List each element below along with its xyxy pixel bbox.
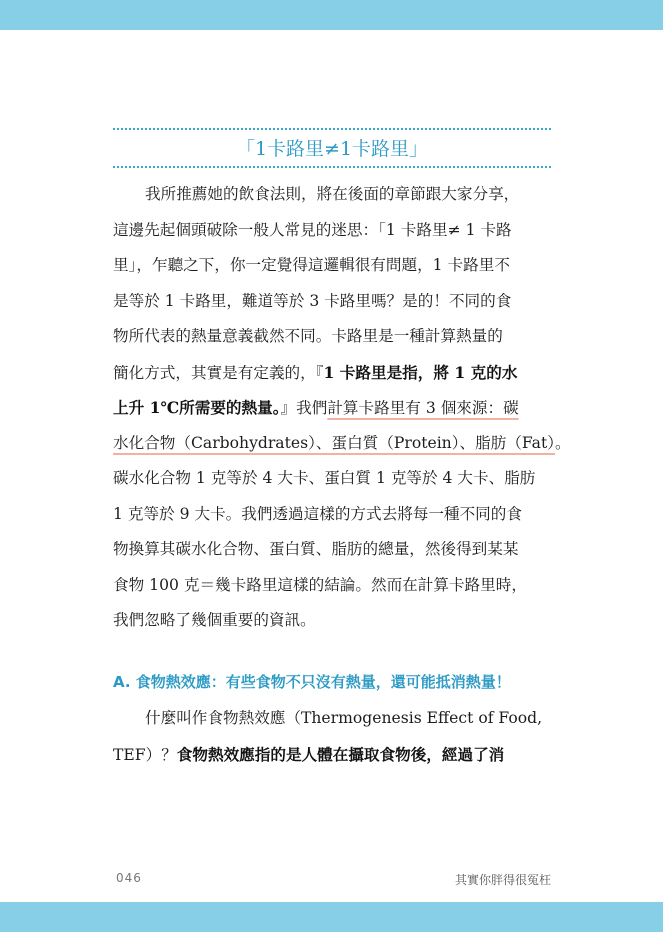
- section-title: 「1卡路里≠1卡路里」: [235, 138, 429, 160]
- text-line: 碳水化合物 1 克等於 4 大卡、蛋白質 1 克等於 4 大卡、脂肪: [113, 469, 536, 487]
- text-line: 是等於 1 卡路里，難道等於 3 卡路里嗎？是的！不同的食: [113, 291, 512, 310]
- text-line: 物換算其碳水化合物、蛋白質、脂肪的總量，然後得到某某: [113, 540, 519, 558]
- bottom-color-band: [0, 902, 663, 932]
- text-line: 簡化方式，其實是有定義的，『1 卡路里是指，將 1 克的水: [113, 362, 518, 382]
- top-color-band: [0, 0, 663, 30]
- text-line: 什麼叫作食物熱效應（Thermogenesis Effect of Food,: [145, 709, 543, 727]
- section-heading-a: A. 食物熱效應：有些食物不只沒有熱量，還可能抵消熱量！: [113, 673, 511, 691]
- definition-bold-text: 上升 1℃所需要的熱量。: [113, 398, 281, 417]
- text-line: TEF）？食物熱效應指的是人體在攝取食物後，經過了消: [113, 744, 505, 764]
- text-line: 水化合物（Carbohydrates）、蛋白質（Protein）、脂肪（Fat）。: [113, 433, 571, 452]
- definition-bold-text: 1 卡路里是指，將 1 克的水: [323, 362, 518, 382]
- page-number: 046: [116, 871, 142, 885]
- text-line: 我所推薦她的飲食法則，將在後面的章節跟大家分享，: [145, 185, 520, 203]
- body-paragraph-2: [113, 701, 551, 772]
- tef-bold-text: 食物熱效應指的是人體在攝取食物後，經過了消: [176, 744, 505, 764]
- text-line: 里」，乍聽之下，你一定覺得這邏輯很有問題，1 卡路里不: [113, 256, 510, 274]
- text-line: 這邊先起個頭破除一般人常見的迷思：「1 卡路里≠ 1 卡路: [113, 220, 512, 239]
- title-top-divider: [113, 128, 551, 130]
- text-line: 1 克等於 9 大卡。我們透過這樣的方式去將每一種不同的食: [113, 504, 522, 523]
- text-line: 上升 1℃所需要的熱量。』我們計算卡路里有 3 個來源：碳: [113, 398, 519, 417]
- text-line: 物所代表的熱量意義截然不同。卡路里是一種計算熱量的: [113, 327, 503, 345]
- text-line: 食物 100 克＝幾卡路里這樣的結論。然而在計算卡路里時，: [113, 575, 527, 594]
- book-title: 其實你胖得很冤枉: [454, 873, 551, 887]
- highlighted-text: 計算卡路里有 3 個來源：碳: [327, 399, 519, 417]
- title-bottom-divider: [113, 166, 551, 168]
- highlighted-text: 水化合物（Carbohydrates）、蛋白質（Protein）、脂肪（Fat）: [113, 433, 556, 452]
- body-paragraph-1: [113, 177, 571, 639]
- text-line: 我們忽略了幾個重要的資訊。: [113, 611, 316, 629]
